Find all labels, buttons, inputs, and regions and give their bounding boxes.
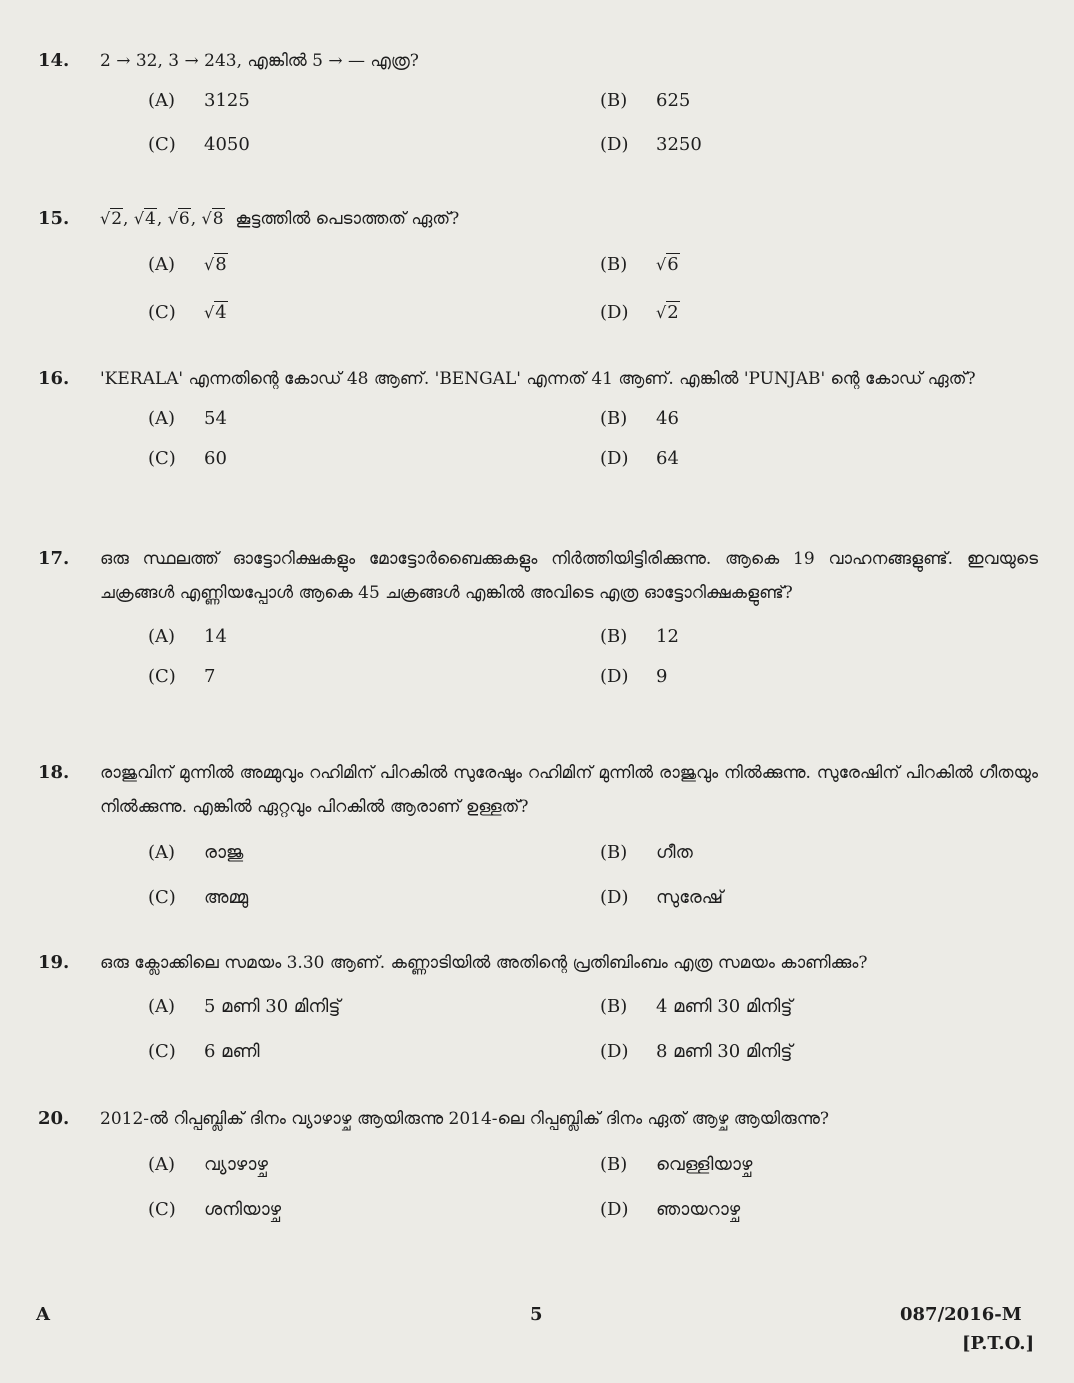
question-15: [38, 202, 1038, 332]
paper-code: 087/2016-M: [900, 1304, 1022, 1325]
question-16: [38, 362, 1038, 486]
question-text: ഒരു സ്ഥലത്ത് ഓട്ടോറിക്ഷകളും മോട്ടോർബൈക്കുകളും നിർത്തിയിട്ടിരിക്കുന്നു. ആകെ 19 വാഹനങ്ങളുണ്ട്. ഇവയുടെ ചക്രങ്ങൾ എണ്ണിയപ്പോൾ ആകെ 45 ചക്രങ്ങൾ എങ്കിൽ അവിടെ എത്ര ഓട്ടോറിക്ഷകളുണ്ട്?: [100, 549, 1038, 603]
option-a: (A) 14: [148, 626, 227, 647]
pto-label: [P.T.O.]: [962, 1333, 1035, 1354]
option-a: (A) 5 മണി 30 മിനിട്ട്: [148, 996, 341, 1017]
option-d: (D) 8 മണി 30 മിനിട്ട്: [600, 1041, 793, 1062]
option-c: (C) √4: [148, 302, 227, 323]
question-number: 18.: [38, 762, 70, 783]
question-number: 17.: [38, 548, 70, 569]
option-d: (D) 9: [600, 666, 668, 687]
page-number: 5: [530, 1304, 543, 1325]
option-b: (B) ഗീത: [600, 842, 693, 863]
option-a: (A) രാജു: [148, 842, 244, 863]
question-number: 14.: [38, 50, 70, 71]
question-number: 15.: [38, 208, 70, 229]
option-b: (B) വെള്ളിയാഴ്ച: [600, 1154, 753, 1175]
option-d: (D) 64: [600, 448, 679, 469]
option-d: (D) ഞായറാഴ്ച: [600, 1199, 741, 1220]
question-18: [38, 756, 1038, 924]
question-number: 19.: [38, 952, 70, 973]
question-text: രാജുവിന് മുന്നിൽ അമ്മുവും റഹിമിന് പിറകിൽ സുരേഷും റഹിമിന് മുന്നിൽ രാജുവും നിൽക്കുന്നു. സുരേഷിന് പിറകിൽ ഗീതയും നിൽക്കുന്നു. എങ്കിൽ ഏറ്റവും പിറകിൽ ആരാണ് ഉള്ളത്?: [100, 763, 1038, 817]
question-19: [38, 946, 1038, 1078]
question-20: [38, 1102, 1038, 1236]
sqrt-expression: √4: [133, 209, 156, 229]
option-d: (D) സുരേഷ്: [600, 887, 723, 908]
series-code: A: [36, 1304, 50, 1325]
sqrt-expression: √6: [167, 209, 190, 229]
sqrt-expression: √2: [100, 209, 123, 229]
option-b: (B) 4 മണി 30 മിനിട്ട്: [600, 996, 793, 1017]
question-text: ഒരു ക്ലോക്കിലെ സമയം 3.30 ആണ്. കണ്ണാടിയിൽ അതിന്റെ പ്രതിബിംബം എത്ര സമയം കാണിക്കും?: [100, 953, 868, 973]
option-b: (B) 625: [600, 90, 691, 111]
option-c: (C) 6 മണി: [148, 1041, 260, 1062]
option-b: (B) √6: [600, 254, 679, 275]
question-number: 16.: [38, 368, 70, 389]
option-a: (A) വ്യാഴാഴ്ച: [148, 1154, 268, 1175]
option-d: (D) 3250: [600, 134, 702, 155]
option-d: (D) √2: [600, 302, 679, 323]
option-c: (C) 7: [148, 666, 216, 687]
question-17: [38, 542, 1038, 704]
question-number: 20.: [38, 1108, 70, 1129]
question-text: 2012-ൽ റിപ്പബ്ലിക് ദിനം വ്യാഴാഴ്ച ആയിരുന്നു 2014-ലെ റിപ്പബ്ലിക് ദിനം ഏത് ആഴ്ച ആയിരുന്നു?: [100, 1109, 829, 1129]
question-text: 2 → 32, 3 → 243, എങ്കിൽ 5 → — എത്ര?: [100, 51, 419, 71]
question-text: 'KERALA' എന്നതിന്റെ കോഡ് 48 ആണ്. 'BENGAL' എന്നത് 41 ആണ്. എങ്കിൽ 'PUNJAB' ന്റെ കോഡ് ഏത്?: [100, 369, 976, 389]
option-b: (B) 46: [600, 408, 679, 429]
question-text: √2, √4, √6, √8 കൂട്ടത്തിൽ പെടാത്തത് ഏത്?: [100, 202, 1038, 236]
option-a: (A) √8: [148, 254, 227, 275]
option-c: (C) 4050: [148, 134, 250, 155]
option-c: (C) 60: [148, 448, 227, 469]
option-c: (C) ശനിയാഴ്ച: [148, 1199, 282, 1220]
option-b: (B) 12: [600, 626, 679, 647]
sqrt-expression: √8: [201, 209, 224, 229]
option-a: (A) 3125: [148, 90, 250, 111]
option-a: (A) 54: [148, 408, 227, 429]
option-c: (C) അമ്മു: [148, 887, 249, 908]
question-14: [38, 44, 1038, 168]
